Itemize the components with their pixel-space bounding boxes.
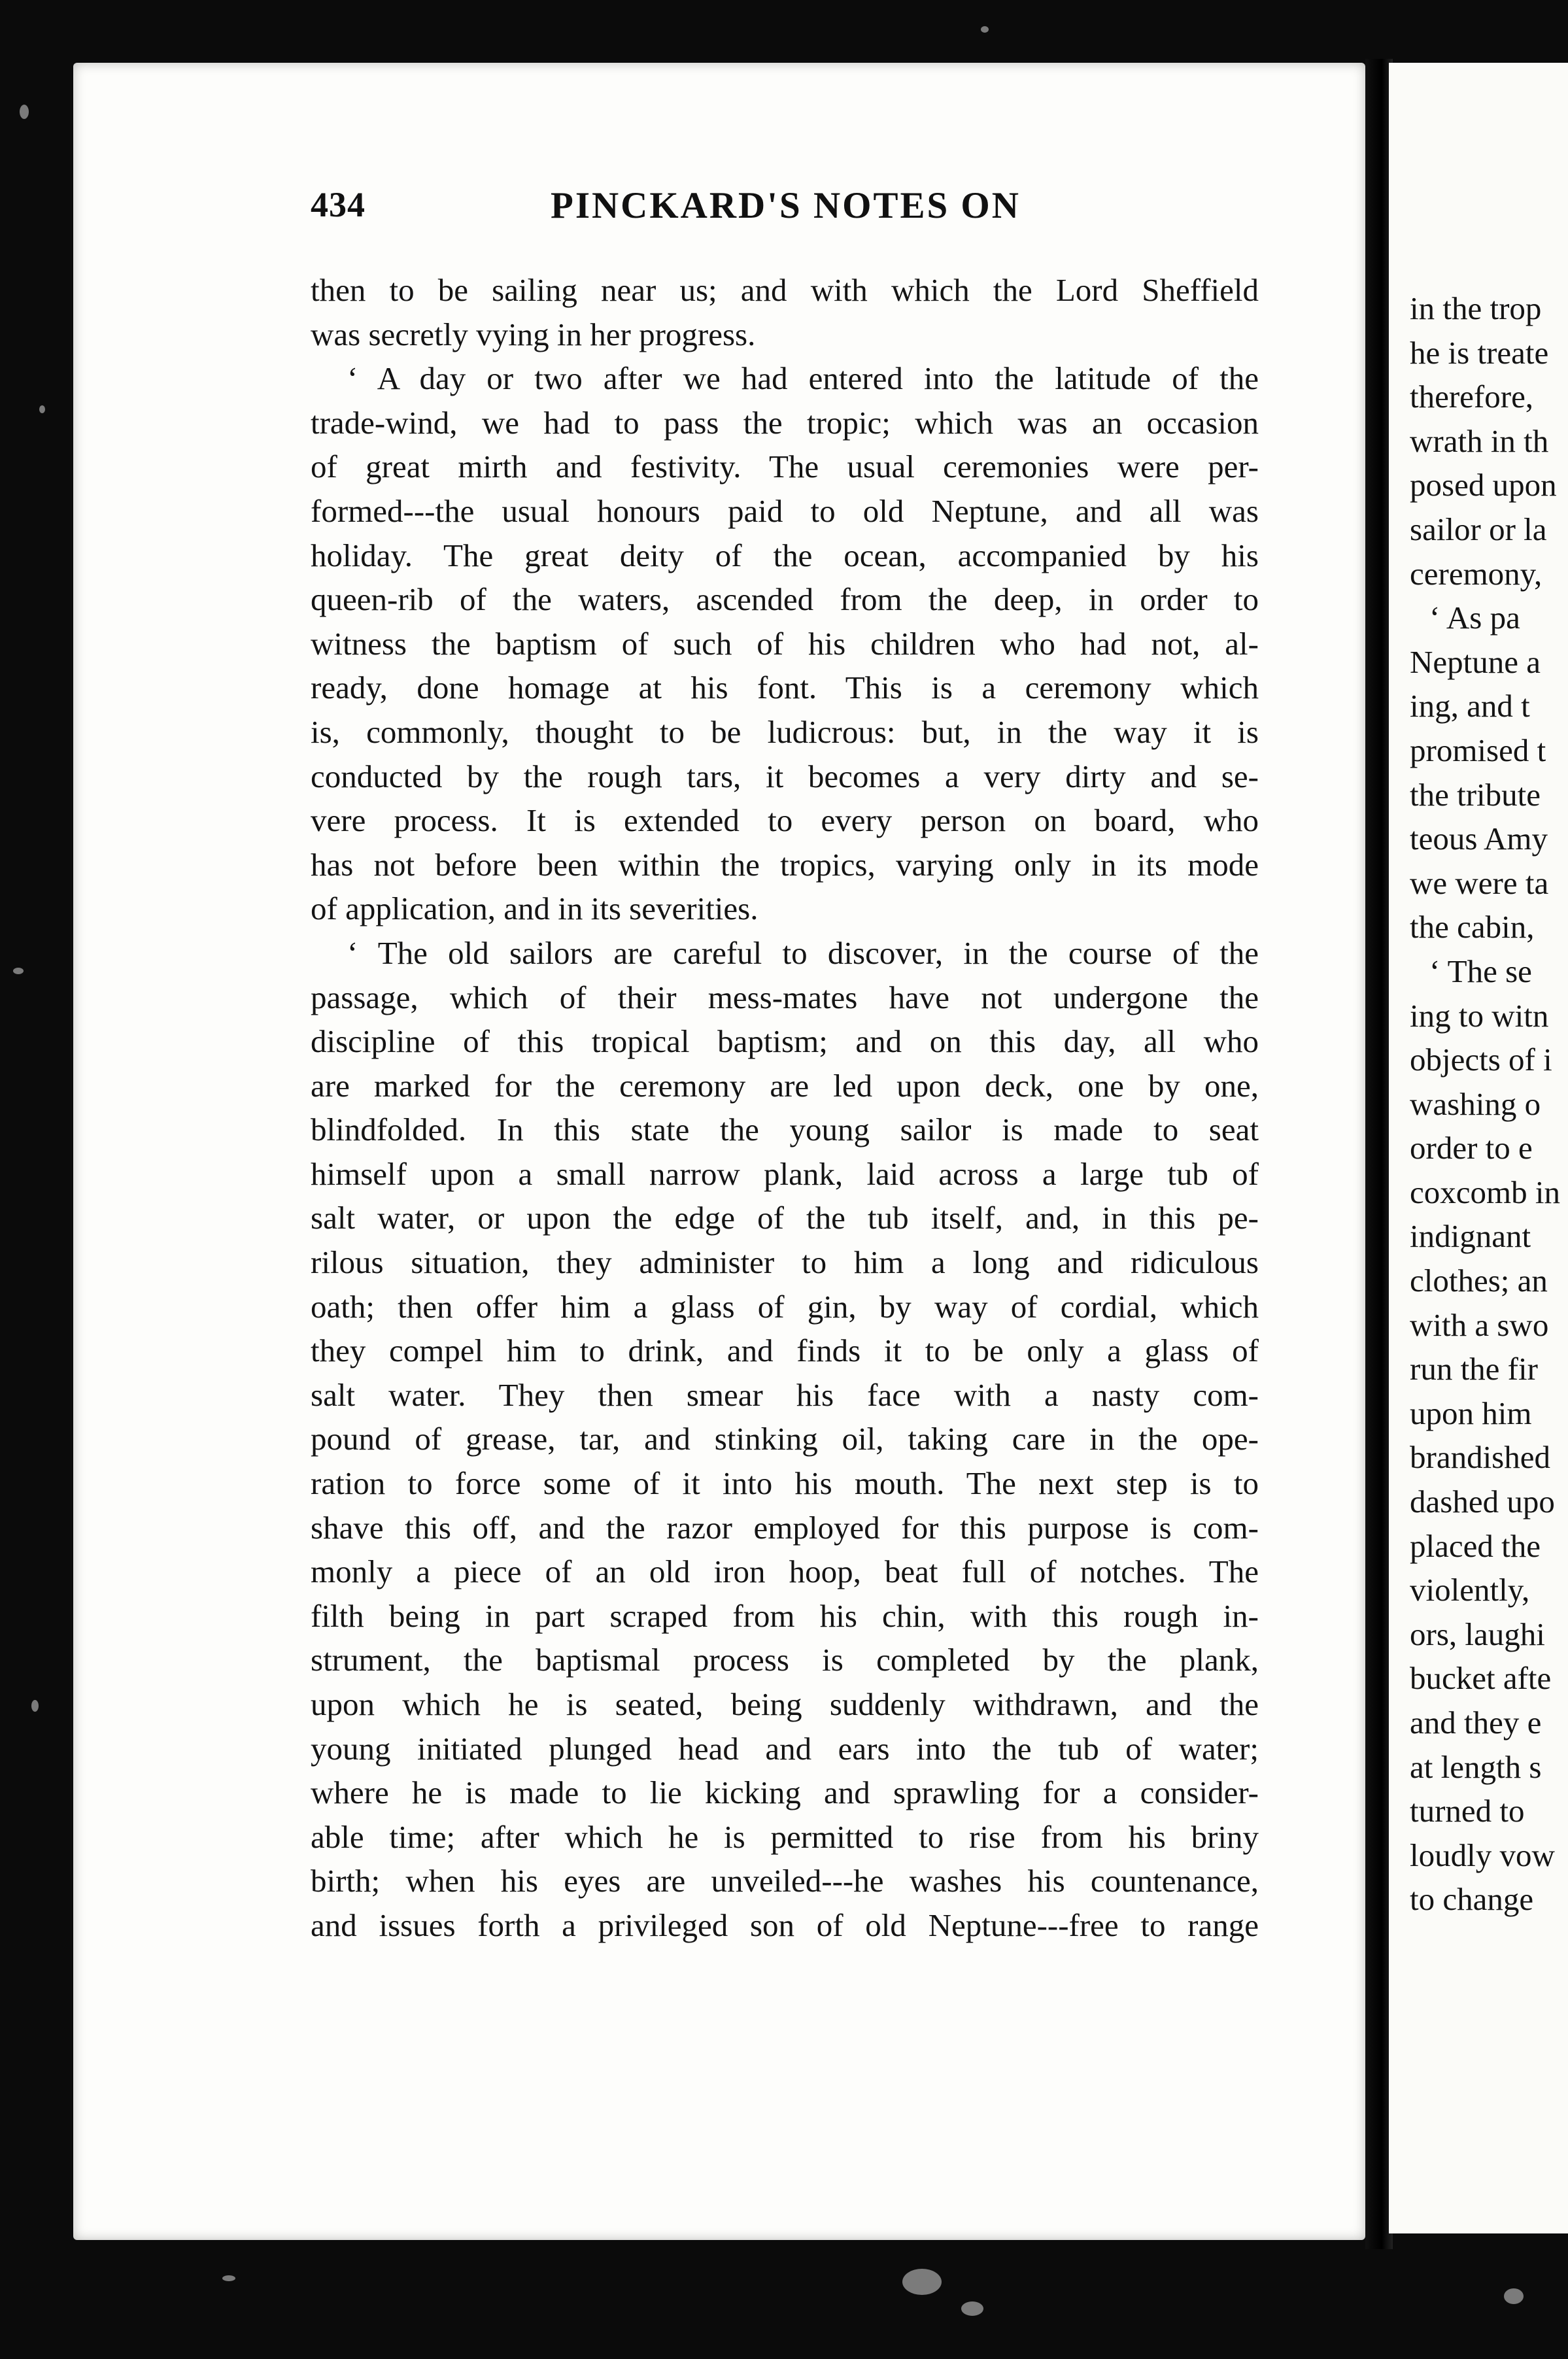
- facing-text-line: at length s: [1410, 1748, 1542, 1785]
- text-line: birth; when his eyes are unveiled---he washes his countenance,: [311, 1863, 1259, 1899]
- facing-text-line: indignant: [1410, 1218, 1531, 1255]
- text-line: of application, and in its severities.: [311, 891, 758, 927]
- text-line: is, commonly, thought to be ludicrous: but, in the way it is: [311, 713, 1259, 750]
- facing-text-line: washing o: [1410, 1085, 1541, 1122]
- text-line: then to be sailing near us; and with which the Lord Sheffield: [311, 272, 1259, 308]
- scan-speck: [902, 2269, 942, 2295]
- facing-text-line: loudly vow: [1410, 1837, 1555, 1873]
- text-line: salt water. They then smear his face with a nasty com-: [311, 1376, 1259, 1413]
- text-line: pound of grease, tar, and stinking oil, taking care in the ope-: [311, 1421, 1259, 1457]
- facing-text-line: he is treate: [1410, 334, 1549, 371]
- facing-text-line: the cabin,: [1410, 909, 1535, 945]
- facing-text-line: to change: [1410, 1881, 1534, 1918]
- text-line: filth being in part scraped from his chin, with this rough in-: [311, 1597, 1259, 1634]
- text-line: they compel him to drink, and finds it to be only a glass of: [311, 1332, 1259, 1369]
- text-line: trade-wind, we had to pass the tropic; which was an occasion: [311, 404, 1259, 441]
- text-line: blindfolded. In this state the young sailor is made to seat: [311, 1112, 1259, 1148]
- facing-text-line: posed upon: [1410, 467, 1557, 503]
- facing-text-line: brandished: [1410, 1439, 1550, 1476]
- facing-text-line: ors, laughi: [1410, 1616, 1545, 1652]
- facing-text-line: teous Amy: [1410, 821, 1548, 857]
- facing-text-line: with a swo: [1410, 1306, 1549, 1343]
- facing-text-line: ‘ The se: [1429, 953, 1532, 989]
- facing-text-line: wrath in th: [1410, 422, 1549, 459]
- text-line: rilous situation, they administer to him a long and ridiculous: [311, 1244, 1259, 1281]
- running-title: PINCKARD'S NOTES ON: [551, 185, 1021, 226]
- facing-text-line: placed the: [1410, 1527, 1541, 1564]
- text-line: ration to force some of it into his mouth. The next step is to: [311, 1465, 1259, 1502]
- text-line: strument, the baptismal process is completed by the plank,: [311, 1642, 1259, 1678]
- text-line: are marked for the ceremony are led upon deck, one by one,: [311, 1067, 1259, 1104]
- text-line: formed---the usual honours paid to old Neptune, and all was: [311, 492, 1259, 529]
- facing-text-line: the tribute: [1410, 776, 1541, 813]
- facing-text-line: clothes; an: [1410, 1263, 1548, 1299]
- facing-text-line: therefore,: [1410, 379, 1534, 415]
- text-line: holiday. The great deity of the ocean, accompanied by his: [311, 537, 1259, 573]
- text-line: has not before been within the tropics, varying only in its mode: [311, 846, 1259, 883]
- text-line: where he is made to lie kicking and sprawling for a consider-: [311, 1774, 1259, 1811]
- facing-text-line: and they e: [1410, 1705, 1542, 1740]
- text-line: was secretly vying in her progress.: [311, 316, 756, 352]
- facing-text-line: run the fir: [1410, 1351, 1538, 1387]
- scan-speck: [31, 1700, 39, 1712]
- text-line: passage, which of their mess-mates have not undergone the: [311, 979, 1259, 1015]
- facing-text-line: objects of i: [1410, 1042, 1552, 1078]
- text-line: of great mirth and festivity. The usual ceremonies were per-: [311, 449, 1259, 485]
- scan-speck: [961, 2301, 983, 2316]
- text-line: shave this off, and the razor employed for this purpose is com-: [311, 1509, 1259, 1546]
- text-line: witness the baptism of such of his children who had not, al-: [311, 625, 1259, 662]
- facing-text-line: promised t: [1410, 732, 1546, 768]
- facing-text-line: upon him: [1410, 1395, 1532, 1431]
- facing-text-line: ing to witn: [1410, 997, 1549, 1034]
- body-text: [311, 268, 1259, 1948]
- facing-text-line: ‘ As pa: [1429, 600, 1520, 636]
- text-line: ‘ A day or two after we had entered into the latitude of the: [347, 360, 1259, 397]
- scan-speck: [981, 26, 989, 33]
- text-line: queen-rib of the waters, ascended from the deep, in order to: [311, 581, 1259, 618]
- page-number: 434: [311, 185, 366, 224]
- facing-text-line: in the trop: [1410, 290, 1542, 326]
- facing-text-line: bucket afte: [1410, 1660, 1552, 1697]
- scan-speck: [1504, 2288, 1524, 2304]
- text-line: ready, done homage at his font. This is a ceremony which: [311, 670, 1259, 706]
- text-line: conducted by the rough tars, it becomes a very dirty and se-: [311, 758, 1259, 794]
- text-line: upon which he is seated, being suddenly withdrawn, and the: [311, 1686, 1259, 1722]
- text-line: young initiated plunged head and ears into the tub of water;: [311, 1730, 1259, 1767]
- text-line: discipline of this tropical baptism; and on this day, all who: [311, 1023, 1259, 1060]
- scan-speck: [39, 405, 45, 413]
- facing-page-text: [1410, 286, 1568, 1922]
- facing-text-line: sailor or la: [1410, 511, 1547, 547]
- scan-speck: [222, 2275, 235, 2281]
- facing-text-line: violently,: [1410, 1572, 1530, 1608]
- facing-text-line: turned to: [1410, 1793, 1525, 1829]
- facing-text-line: we were ta: [1410, 864, 1549, 901]
- facing-text-line: ing, and t: [1410, 688, 1530, 724]
- text-line: oath; then offer him a glass of gin, by way of cordial, which: [311, 1288, 1259, 1325]
- facing-text-line: ceremony,: [1410, 555, 1542, 592]
- text-line: monly a piece of an old iron hoop, beat full of notches. The: [311, 1553, 1259, 1590]
- facing-text-line: order to e: [1410, 1130, 1533, 1166]
- facing-text-line: Neptune a: [1410, 643, 1541, 680]
- text-line: vere process. It is extended to every person on board, who: [311, 802, 1259, 839]
- scan-speck: [13, 968, 24, 974]
- page-header: [311, 184, 1278, 237]
- text-line: and issues forth a privileged son of old Neptune---free to range: [311, 1907, 1259, 1943]
- text-line: himself upon a small narrow plank, laid across a large tub of: [311, 1155, 1259, 1192]
- scan-speck: [20, 105, 29, 119]
- text-line: ‘ The old sailors are careful to discover, in the course of the: [347, 934, 1259, 971]
- text-line: salt water, or upon the edge of the tub itself, and, in this pe-: [311, 1200, 1259, 1236]
- facing-text-line: dashed upo: [1410, 1484, 1555, 1520]
- text-line: able time; after which he is permitted to rise from his briny: [311, 1818, 1259, 1855]
- facing-text-line: coxcomb in: [1410, 1174, 1560, 1210]
